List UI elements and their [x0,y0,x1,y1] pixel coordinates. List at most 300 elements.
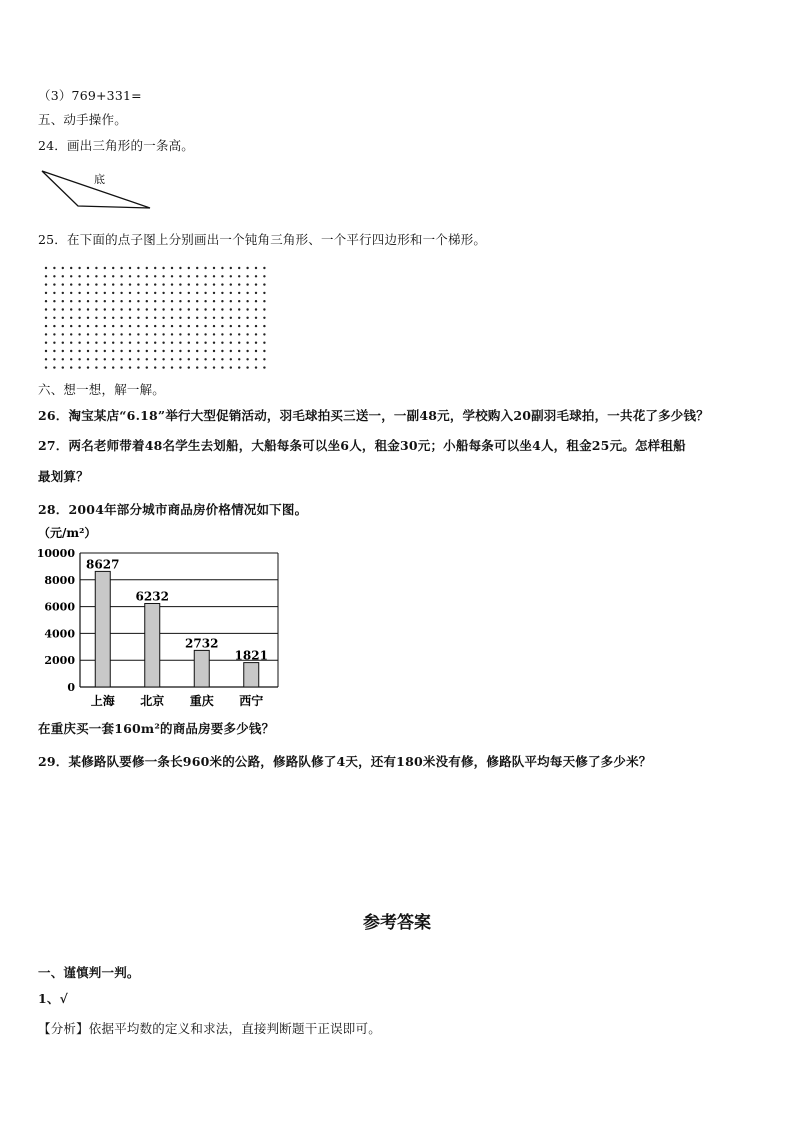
grid-dot [188,333,190,335]
grid-dot [171,358,173,360]
dot-grid [44,266,270,370]
grid-dot [179,317,181,319]
grid-dot [53,283,55,285]
grid-dot [146,300,148,302]
grid-dot [263,350,265,352]
grid-dot [45,283,47,285]
grid-dot [146,350,148,352]
grid-dot [104,300,106,302]
grid-dot [53,333,55,335]
grid-dot [129,333,131,335]
grid-dot [154,366,156,368]
housing-price-chart [36,520,286,712]
grid-dot [162,325,164,327]
grid-dot [221,325,223,327]
bar-value-label: 6232 [135,589,169,604]
grid-dot [179,342,181,344]
grid-dot [95,267,97,269]
grid-dot [196,317,198,319]
grid-dot [62,366,64,368]
grid-dot [162,292,164,294]
grid-dot [87,292,89,294]
grid-dot [70,317,72,319]
grid-dot [137,325,139,327]
grid-dot [221,342,223,344]
grid-dot [179,300,181,302]
question-28: 28．2004年部分城市商品房价格情况如下图。 [38,502,308,517]
question-29: 29．某修路队要修一条长960米的公路，修路队修了4天，还有180米没有修，修路队平均每天修了多少米？ [38,754,652,769]
grid-dot [154,342,156,344]
grid-dot [196,267,198,269]
grid-dot [70,267,72,269]
grid-dot [221,333,223,335]
grid-dot [104,342,106,344]
grid-dot [112,300,114,302]
grid-dot [213,325,215,327]
grid-dot [70,275,72,277]
grid-dot [53,292,55,294]
grid-dot [196,333,198,335]
grid-dot [146,325,148,327]
grid-dot [87,308,89,310]
grid-dot [95,325,97,327]
bar-4 [244,663,259,687]
grid-dot [255,267,257,269]
grid-dot [53,342,55,344]
grid-dot [246,366,248,368]
x-category-label: 上海 [90,694,115,708]
grid-dot [87,366,89,368]
grid-dot [221,275,223,277]
grid-dot [154,292,156,294]
grid-dot [78,300,80,302]
grid-dot [204,325,206,327]
grid-dot [154,308,156,310]
grid-dot [179,366,181,368]
section-5-heading: 五、动手操作。 [38,112,127,127]
grid-dot [53,300,55,302]
grid-dot [95,358,97,360]
y-tick-label: 6000 [44,600,75,614]
grid-dot [45,333,47,335]
grid-dot [255,317,257,319]
grid-dot [146,317,148,319]
grid-dot [62,350,64,352]
grid-dot [196,275,198,277]
grid-dot [179,308,181,310]
grid-dot [129,366,131,368]
grid-dot [246,267,248,269]
grid-dot [171,283,173,285]
grid-dot [112,267,114,269]
grid-dot [246,317,248,319]
grid-dot [246,342,248,344]
grid-dot [230,350,232,352]
grid-dot [154,267,156,269]
grid-dot [112,283,114,285]
grid-dot [204,366,206,368]
grid-dot [238,283,240,285]
grid-dot [62,325,64,327]
grid-dot [137,333,139,335]
grid-dot [196,300,198,302]
grid-dot [179,350,181,352]
grid-dot [95,308,97,310]
grid-dot [154,350,156,352]
grid-dot [221,292,223,294]
grid-dot [213,350,215,352]
question-25: 25．在下面的点子图上分别画出一个钝角三角形、一个平行四边形和一个梯形。 [38,232,487,247]
grid-dot [129,358,131,360]
grid-dot [95,366,97,368]
grid-dot [154,317,156,319]
grid-dot [120,325,122,327]
grid-dot [104,308,106,310]
grid-dot [137,342,139,344]
grid-dot [188,267,190,269]
grid-dot [179,333,181,335]
grid-dot [263,358,265,360]
question-28-ask: 在重庆买一套160m²的商品房要多少钱？ [38,721,275,736]
grid-dot [230,275,232,277]
grid-dot [78,358,80,360]
grid-dot [129,350,131,352]
grid-dot [112,358,114,360]
grid-dot [45,342,47,344]
grid-dot [162,342,164,344]
grid-dot [230,317,232,319]
grid-dot [221,317,223,319]
grid-dot [188,283,190,285]
grid-dot [146,366,148,368]
grid-dot [70,283,72,285]
grid-dot [154,333,156,335]
grid-dot [221,358,223,360]
grid-dot [120,283,122,285]
grid-dot [162,275,164,277]
y-tick-label: 8000 [44,573,75,587]
grid-dot [230,300,232,302]
grid-dot [129,342,131,344]
x-category-label: 北京 [140,694,165,708]
grid-dot [179,325,181,327]
grid-dot [95,292,97,294]
grid-dot [62,308,64,310]
grid-dot [162,308,164,310]
grid-dot [146,342,148,344]
grid-dot [204,317,206,319]
grid-dot [87,350,89,352]
grid-dot [230,267,232,269]
grid-dot [188,358,190,360]
grid-dot [104,267,106,269]
grid-dot [120,317,122,319]
grid-dot [137,317,139,319]
grid-dot [188,275,190,277]
grid-dot [255,275,257,277]
grid-dot [87,342,89,344]
grid-dot [179,292,181,294]
grid-dot [78,308,80,310]
grid-dot [171,317,173,319]
grid-dot [146,267,148,269]
grid-dot [171,325,173,327]
grid-dot [221,300,223,302]
grid-dot [204,267,206,269]
grid-dot [171,275,173,277]
question-27-line1: 27．两名老师带着48名学生去划船，大船每条可以坐6人，租金30元；小船每条可以坐4人，租金25元。怎样租船 [38,438,686,453]
grid-dot [154,358,156,360]
grid-dot [246,308,248,310]
grid-dot [78,317,80,319]
grid-dot [188,292,190,294]
grid-dot [162,333,164,335]
grid-dot [129,300,131,302]
triangle-figure [38,166,158,214]
grid-dot [171,308,173,310]
grid-dot [120,308,122,310]
grid-dot [45,300,47,302]
bar-1 [95,571,110,687]
grid-dot [70,366,72,368]
grid-dot [255,333,257,335]
grid-dot [53,317,55,319]
grid-dot [53,350,55,352]
grid-dot [230,366,232,368]
grid-dot [104,325,106,327]
grid-dot [62,283,64,285]
grid-dot [70,333,72,335]
grid-dot [263,292,265,294]
grid-dot [162,300,164,302]
answer-title: 参考答案 [363,913,431,933]
grid-dot [120,366,122,368]
grid-dot [104,283,106,285]
grid-dot [196,342,198,344]
grid-dot [137,292,139,294]
grid-dot [112,317,114,319]
grid-dot [204,300,206,302]
grid-dot [120,342,122,344]
grid-dot [255,308,257,310]
grid-dot [87,283,89,285]
grid-dot [246,292,248,294]
grid-dot [137,267,139,269]
grid-dot [45,366,47,368]
grid-dot [204,308,206,310]
grid-dot [171,342,173,344]
grid-dot [70,300,72,302]
grid-dot [263,342,265,344]
grid-dot [246,358,248,360]
grid-dot [255,292,257,294]
grid-dot [238,317,240,319]
grid-dot [196,366,198,368]
question-23-part3: （3）769+331= [38,88,142,103]
grid-dot [230,308,232,310]
grid-dot [45,325,47,327]
grid-dot [146,283,148,285]
grid-dot [62,358,64,360]
grid-dot [196,292,198,294]
grid-dot [238,308,240,310]
grid-dot [196,358,198,360]
grid-dot [238,267,240,269]
grid-dot [162,366,164,368]
answer-1: 1、√ [38,991,69,1006]
grid-dot [45,317,47,319]
grid-dot [53,366,55,368]
question-26: 26．淘宝某店“6.18”举行大型促销活动，羽毛球拍买三送一，一副48元，学校购入20副羽毛球拍，一共花了多少钱？ [38,408,709,423]
grid-dot [62,292,64,294]
grid-dot [204,358,206,360]
bar-2 [145,603,160,687]
grid-dot [112,350,114,352]
grid-dot [179,275,181,277]
grid-dot [95,283,97,285]
grid-dot [162,358,164,360]
x-category-label: 重庆 [189,694,214,708]
grid-dot [255,325,257,327]
grid-dot [230,342,232,344]
grid-dot [129,308,131,310]
grid-dot [255,366,257,368]
grid-dot [238,300,240,302]
grid-dot [70,342,72,344]
grid-dot [137,300,139,302]
grid-dot [230,333,232,335]
grid-dot [213,366,215,368]
grid-dot [213,358,215,360]
grid-dot [204,292,206,294]
grid-dot [179,358,181,360]
grid-dot [78,333,80,335]
grid-dot [129,325,131,327]
grid-dot [171,267,173,269]
grid-dot [204,275,206,277]
grid-dot [62,333,64,335]
grid-dot [188,300,190,302]
grid-dot [62,275,64,277]
grid-dot [213,275,215,277]
grid-dot [221,366,223,368]
grid-dot [263,275,265,277]
grid-dot [87,333,89,335]
grid-dot [120,292,122,294]
grid-dot [171,333,173,335]
grid-dot [238,366,240,368]
grid-dot [162,283,164,285]
grid-dot [238,358,240,360]
grid-dot [196,350,198,352]
grid-dot [70,308,72,310]
grid-dot [255,283,257,285]
grid-dot [112,292,114,294]
grid-dot [171,300,173,302]
grid-dot [162,317,164,319]
grid-dot [230,358,232,360]
grid-dot [53,308,55,310]
grid-dot [70,292,72,294]
grid-dot [78,325,80,327]
grid-dot [146,275,148,277]
grid-dot [263,308,265,310]
grid-dot [53,325,55,327]
grid-dot [78,366,80,368]
bar-value-label: 8627 [86,557,120,572]
triangle-base-label: 底 [94,173,105,186]
grid-dot [112,308,114,310]
grid-dot [45,358,47,360]
grid-dot [255,300,257,302]
grid-dot [104,317,106,319]
grid-dot [213,333,215,335]
y-tick-label: 0 [67,681,75,694]
section-6-heading: 六、想一想，解一解。 [38,382,166,397]
grid-dot [45,267,47,269]
grid-dot [246,283,248,285]
grid-dot [246,325,248,327]
grid-dot [196,283,198,285]
grid-dot [104,333,106,335]
grid-dot [112,342,114,344]
grid-dot [104,275,106,277]
y-tick-label: 4000 [44,627,75,641]
grid-dot [129,283,131,285]
grid-dot [104,358,106,360]
grid-dot [78,292,80,294]
grid-dot [95,350,97,352]
grid-dot [154,275,156,277]
grid-dot [255,358,257,360]
grid-dot [171,350,173,352]
grid-dot [263,267,265,269]
grid-dot [179,283,181,285]
question-24: 24．画出三角形的一条高。 [38,138,195,153]
grid-dot [87,275,89,277]
grid-dot [171,292,173,294]
grid-dot [196,325,198,327]
grid-dot [45,275,47,277]
grid-dot [263,333,265,335]
grid-dot [246,275,248,277]
y-tick-label: 2000 [44,654,75,668]
chart-y-axis-label: （元/m²） [38,526,97,540]
grid-dot [53,275,55,277]
grid-dot [120,333,122,335]
x-category-label: 西宁 [239,694,264,708]
grid-dot [62,317,64,319]
grid-dot [213,283,215,285]
bar-value-label: 2732 [185,636,219,651]
grid-dot [188,350,190,352]
grid-dot [246,333,248,335]
grid-dot [171,366,173,368]
grid-dot [213,342,215,344]
grid-dot [263,283,265,285]
grid-dot [95,342,97,344]
grid-dot [213,267,215,269]
grid-dot [45,350,47,352]
grid-dot [137,283,139,285]
grid-dot [87,358,89,360]
grid-dot [45,308,47,310]
grid-dot [146,333,148,335]
grid-dot [78,283,80,285]
grid-dot [129,275,131,277]
grid-dot [87,267,89,269]
grid-dot [238,325,240,327]
